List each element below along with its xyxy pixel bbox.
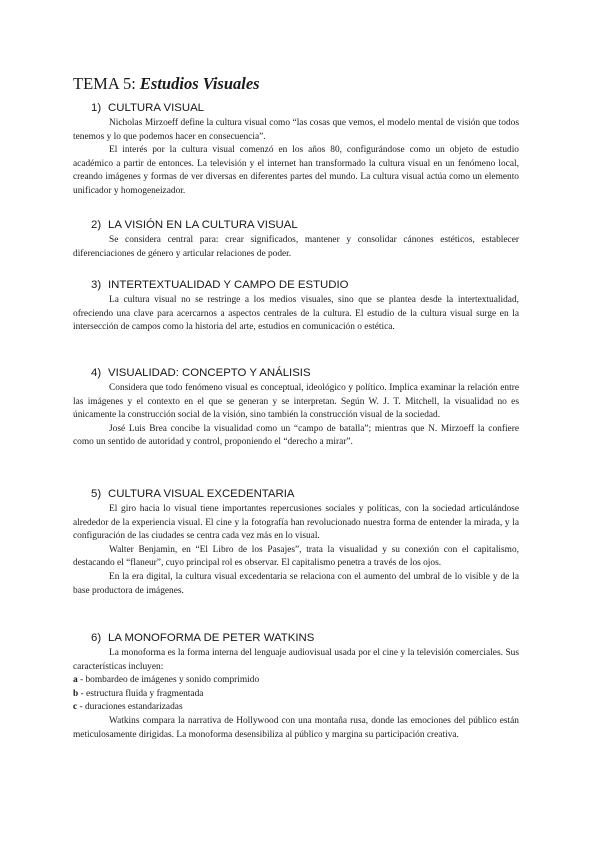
paragraph: Se considera central para: crear significados, mantener y consolidar cánones estéticos, establecer diferenciaciones de género y articular relaciones de poder. — [73, 235, 519, 259]
section-monoforma — [73, 629, 519, 742]
section-title: LA MONOFORMA DE PETER WATKINS — [108, 632, 315, 644]
list-letter: b — [73, 688, 79, 699]
section-number: 1) — [91, 102, 102, 114]
section-number: 2) — [91, 219, 102, 231]
section-number: 5) — [91, 488, 102, 500]
section-number: 6) — [91, 632, 102, 644]
section-heading — [73, 485, 519, 503]
section-cultura-visual — [73, 99, 519, 199]
section-cultura-excedentaria — [73, 485, 519, 598]
paragraph: Watkins compara la narrativa de Hollywood con una montaña rusa, donde las emociones del público están meticulosamente dirigidas. La monoforma desensibiliza al público y margina su participación creativa. — [73, 715, 519, 740]
section-heading — [73, 276, 519, 294]
title-prefix: TEMA 5: — [73, 74, 136, 93]
list-text: - estructura fluida y fragmentada — [80, 688, 204, 699]
list-item — [73, 701, 519, 715]
list-letter: c — [73, 702, 78, 713]
section-vision-cultura-visual — [73, 216, 519, 261]
title-subtitle: Estudios Visuales — [139, 74, 260, 93]
paragraph: Considera que todo fenómeno visual es conceptual, ideológico y político. Implica examinar la relación entre las imágenes y el contexto en el que se generan y se interpretan. Según W. J. T. Mitchell, la visualidad no es únicamente la construcción social de la visión, sino también la construcción visual de la sociedad. — [73, 383, 519, 421]
paragraph: La cultura visual no se restringe a los medios visuales, sino que se plantea desde la intertextualidad, ofreciendo una clave para acercarnos a aspectos centrales de la cultura. El estudio de la cultura visual surge en la intersección de campos como la historia del arte, estudios en comunicación o estética. — [73, 295, 519, 333]
section-heading — [73, 364, 519, 382]
section-heading — [73, 216, 519, 234]
section-heading — [73, 99, 519, 117]
section-title: LA VISIÓN EN LA CULTURA VISUAL — [108, 219, 298, 231]
paragraph: En la era digital, la cultura visual excedentaria se relaciona con el aumento del umbral de lo visible y de la base productora de imágenes. — [73, 571, 519, 596]
section-number: 3) — [91, 279, 102, 291]
list-item — [73, 674, 519, 688]
paragraph: José Luis Brea concibe la visualidad como un “campo de batalla”; mientras que N. Mirzoeff la confiere como un sentido de autoridad y control, proponiendo el “derecho a mirar”. — [73, 423, 519, 448]
list-letter: a — [73, 675, 78, 686]
section-intertextualidad — [73, 276, 519, 335]
paragraph: El giro hacia lo visual tiene importantes repercusiones sociales y políticas, con la sociedad articulándose alrededor de la experiencia visual. El cine y la fotografía han revolucionado nuestra forma de entender la mirada, y la configuración de las ciudades se centra cada vez más en lo visual. — [73, 504, 519, 542]
section-heading — [73, 629, 519, 647]
section-title: INTERTEXTUALIDAD Y CAMPO DE ESTUDIO — [108, 279, 349, 291]
paragraph: Nicholas Mirzoeff define la cultura visual como “las cosas que vemos, el modelo mental de visión que todos tenemos y lo que podemos hacer en consecuencia”. — [73, 118, 519, 142]
section-visualidad — [73, 364, 519, 450]
section-title: CULTURA VISUAL EXCEDENTARIA — [108, 488, 295, 500]
list-text: - bombardeo de imágenes y sonido comprimido — [80, 675, 260, 686]
list-item — [73, 688, 519, 702]
paragraph: Walter Benjamin, en “El Libro de los Pasajes”, trata la visualidad y su conexión con el capitalismo, destacando el “flaneur”, cuyo principal rol es observar. El capitalismo penetra a través de los ojos. — [73, 544, 519, 569]
list-text: - duraciones estandarizadas — [79, 702, 183, 713]
page-title — [73, 74, 260, 94]
section-title: CULTURA VISUAL — [108, 102, 205, 114]
section-number: 4) — [91, 367, 102, 379]
section-title: VISUALIDAD: CONCEPTO Y ANÁLISIS — [108, 367, 311, 379]
paragraph: La monoforma es la forma interna del lenguaje audiovisual usada por el cine y la televisión comerciales. Sus características incluyen: — [73, 648, 519, 672]
paragraph: El interés por la cultura visual comenzó en los años 80, configurándose como un objeto de estudio académico a partir de entonces. La televisión y el internet han transformado la cultura visual en un fenómeno local, creando imágenes y formas de ver diversas en diferentes partes del mundo. La cultura visual actúa como un elemento unificador y homogeneizador. — [73, 145, 519, 196]
